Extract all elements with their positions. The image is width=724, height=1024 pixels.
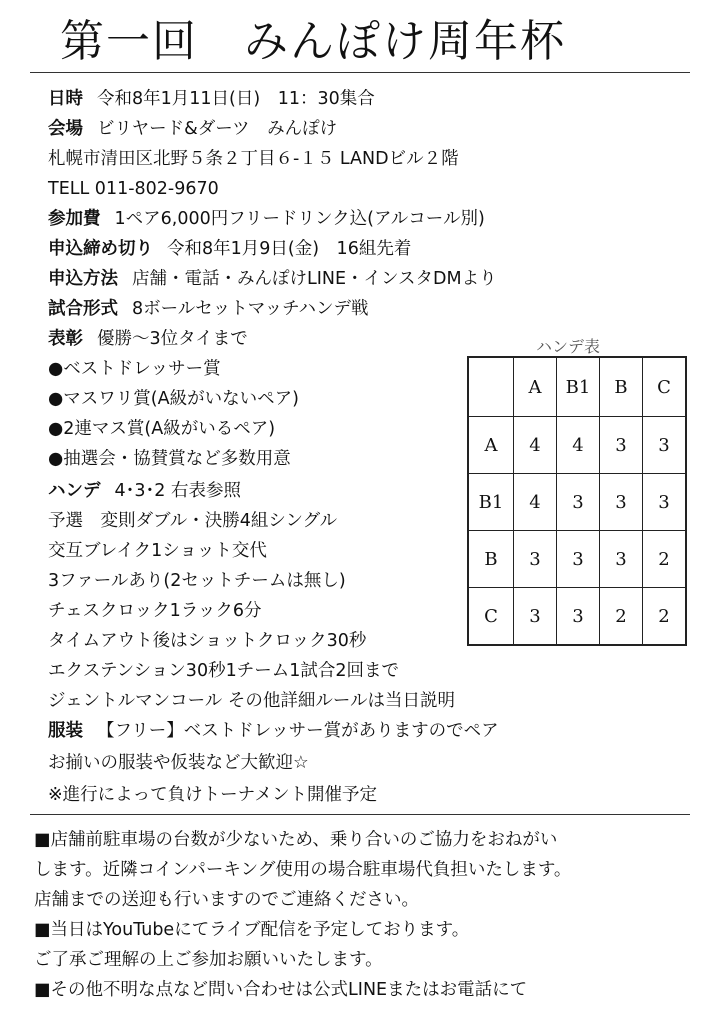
table-cell: 3 xyxy=(643,474,687,531)
award-row xyxy=(48,326,248,352)
row-header: A xyxy=(468,417,514,474)
table-cell: 3 xyxy=(600,474,643,531)
table-cell: 4 xyxy=(557,417,600,474)
deadline-label: 申込締め切り xyxy=(48,239,153,259)
rule-item: 交互ブレイク1ショット交代 xyxy=(48,541,267,561)
page-title: 第一回 みんぽけ周年杯 xyxy=(60,16,566,67)
format-row xyxy=(48,296,369,322)
rule-item: エクステンション30秒1チーム1試合2回まで xyxy=(48,661,399,681)
prize-item: ●抽選会・協賛賞など多数用意 xyxy=(48,449,291,469)
table-cell: 2 xyxy=(643,531,687,588)
note-line: ■店舗前駐車場の台数が少ないため、乗り合いのご協力をおねがい xyxy=(34,830,558,850)
note-line: ■当日はYouTubeにてライブ配信を予定しております。 xyxy=(34,920,470,940)
tournament-note: ※進行によって負けトーナメント開催予定 xyxy=(48,785,377,805)
attire-value: 【フリー】ベストドレッサー賞がありますのでペア xyxy=(97,721,499,741)
table-cell: 3 xyxy=(600,531,643,588)
column-header: B xyxy=(600,357,643,417)
column-header: A xyxy=(514,357,557,417)
rule-item: タイムアウト後はショットクロック30秒 xyxy=(48,631,367,651)
datetime-row xyxy=(48,86,375,112)
title-divider xyxy=(30,72,690,73)
row-header: C xyxy=(468,588,514,646)
note-line: します。近隣コインパーキング使用の場合駐車場代負担いたします。 xyxy=(34,860,572,880)
table-cell: 3 xyxy=(514,531,557,588)
fee-row xyxy=(48,206,485,232)
note-line: ご了承ご理解の上ご参加お願いいたします。 xyxy=(34,950,383,970)
table-cell: 3 xyxy=(557,588,600,646)
apply-label: 申込方法 xyxy=(48,269,118,289)
handicap-table xyxy=(467,356,687,646)
table-row xyxy=(468,588,686,646)
deadline-row xyxy=(48,236,411,262)
address: 札幌市清田区北野５条２丁目６-１５ LANDビル２階 xyxy=(48,149,459,169)
rule-item: 3ファールあり(2セットチームは無し) xyxy=(48,571,346,591)
table-corner-cell xyxy=(468,357,514,417)
handicap-value: 4･3･2 右表参照 xyxy=(114,481,241,501)
table-cell: 3 xyxy=(514,588,557,646)
venue-label: 会場 xyxy=(48,119,83,139)
format-label: 試合形式 xyxy=(48,299,118,319)
table-cell: 2 xyxy=(643,588,687,646)
table-cell: 3 xyxy=(600,417,643,474)
attire-label: 服装 xyxy=(48,721,83,741)
table-cell: 4 xyxy=(514,474,557,531)
table-row xyxy=(468,417,686,474)
datetime-value: 令和8年1月11日(日) 11：30集合 xyxy=(97,89,375,109)
deadline-value: 令和8年1月9日(金) 16組先着 xyxy=(167,239,412,259)
column-header: B1 xyxy=(557,357,600,417)
apply-row xyxy=(48,266,497,292)
table-header-row xyxy=(468,357,686,417)
table-row xyxy=(468,474,686,531)
prize-item: ●2連マス賞(A級がいるペア) xyxy=(48,419,276,439)
datetime-label: 日時 xyxy=(48,89,83,109)
apply-value: 店舗・電話・みんぽけLINE・インスタDMより xyxy=(132,269,497,289)
attire-continued: お揃いの服装や仮装など大歓迎☆ xyxy=(48,753,309,773)
column-header: C xyxy=(643,357,687,417)
award-value: 優勝～3位タイまで xyxy=(97,329,248,349)
fee-value: 1ペア6,000円フリードリンク込(アルコール別) xyxy=(114,209,485,229)
handicap-label: ハンデ xyxy=(48,481,101,501)
format-value: 8ボールセットマッチハンデ戦 xyxy=(132,299,369,319)
prize-item: ●マスワリ賞(A級がいないペア) xyxy=(48,389,299,409)
award-label: 表彰 xyxy=(48,329,83,349)
venue-value: ビリヤード&ダーツ みんぽけ xyxy=(97,119,338,139)
prize-item: ●ベストドレッサー賞 xyxy=(48,359,221,379)
fee-label: 参加費 xyxy=(48,209,101,229)
table-cell: 3 xyxy=(643,417,687,474)
note-line: 店舗までの送迎も行いますのでご連絡ください。 xyxy=(34,890,419,910)
rule-item: ジェントルマンコール その他詳細ルールは当日説明 xyxy=(48,691,456,711)
table-cell: 3 xyxy=(557,474,600,531)
row-header: B1 xyxy=(468,474,514,531)
row-header: B xyxy=(468,531,514,588)
handicap-row xyxy=(48,478,241,504)
handicap-table-caption: ハンデ表 xyxy=(536,337,601,356)
attire-row xyxy=(48,718,499,744)
rule-item: 予選 変則ダブル・決勝4組シングル xyxy=(48,511,338,531)
note-line: ■その他不明な点など問い合わせは公式LINEまたはお電話にて xyxy=(34,980,528,1000)
telephone: TELL 011-802-9670 xyxy=(48,179,219,199)
rule-item: チェスクロック1ラック6分 xyxy=(48,601,262,621)
table-cell: 4 xyxy=(514,417,557,474)
venue-row xyxy=(48,116,337,142)
table-cell: 3 xyxy=(557,531,600,588)
table-row xyxy=(468,531,686,588)
notes-divider xyxy=(30,814,690,815)
table-cell: 2 xyxy=(600,588,643,646)
